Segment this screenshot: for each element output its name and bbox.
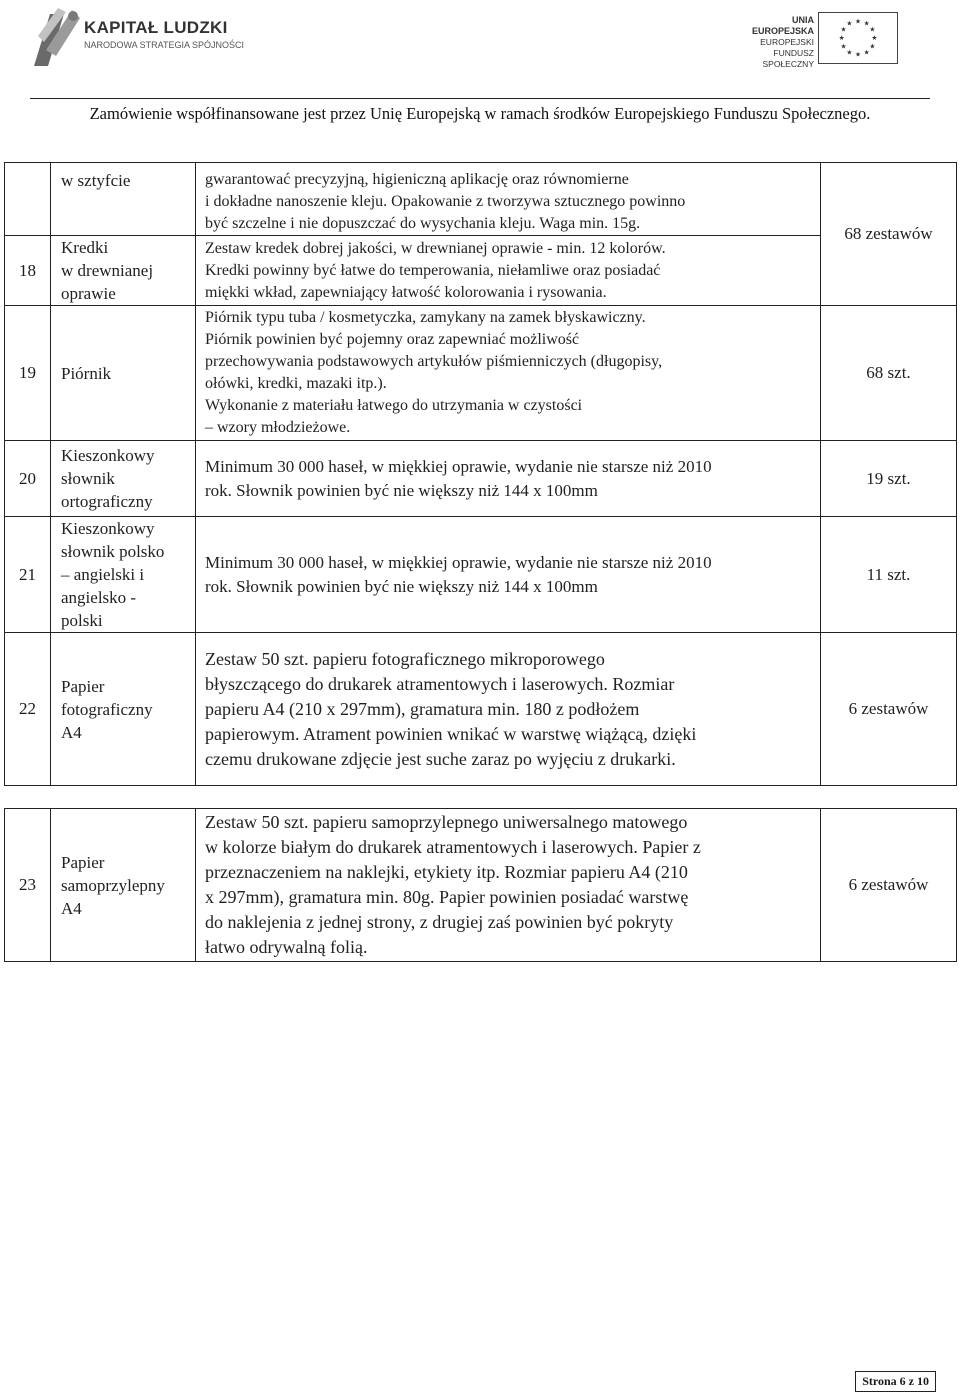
name-line: angielsko - (61, 588, 137, 607)
svg-text:★: ★ (854, 17, 862, 26)
name-line: oprawie (61, 284, 116, 303)
desc-line: być szczelne i nie dopuszczać do wysychania kleju. Waga min. 15g. (205, 215, 641, 232)
desc-line: Minimum 30 000 haseł, w miękkiej oprawie, wydanie nie starsze niż 2010 (205, 552, 712, 572)
header-divider (30, 98, 930, 99)
logo-subtitle: NARODOWA STRATEGIA SPÓJNOŚCI (84, 40, 245, 50)
item-description (196, 441, 821, 517)
item-description (196, 306, 821, 441)
item-quantity: 19 szt. (821, 441, 957, 517)
name-line: Kieszonkowy (61, 446, 155, 465)
name-line: słownik (61, 469, 115, 488)
item-name: Piórnik (51, 306, 196, 441)
desc-line: Zestaw 50 szt. papieru fotograficznego mikroporowego (205, 648, 605, 669)
svg-text:★: ★ (846, 48, 853, 57)
item-description (196, 809, 821, 962)
desc-line: ołówki, kredki, mazaki itp.). (205, 375, 387, 392)
desc-line: papierowym. Atrament powinien wnikać w warstwę wiążącą, dzięki (205, 723, 697, 744)
name-line: Kredki (61, 238, 109, 257)
svg-text:★: ★ (854, 50, 862, 59)
desc-line: rok. Słownik powinien być nie większy niż 144 x 100mm (205, 480, 598, 500)
table-row (5, 517, 957, 633)
desc-line: przeznaczeniem na naklejki, etykiety itp. Rozmiar papieru A4 (210 (205, 862, 688, 882)
name-line: Kieszonkowy (61, 519, 155, 538)
item-quantity: 6 zestawów (821, 809, 957, 962)
desc-line: Zestaw kredek dobrej jakości, w drewnianej oprawie - min. 12 kolorów. (205, 239, 666, 257)
items-table (4, 162, 957, 786)
item-name: w sztyfcie (51, 163, 196, 236)
item-description (196, 163, 821, 236)
name-line: – angielski i (61, 565, 145, 584)
table-row (5, 306, 957, 441)
item-quantity: 11 szt. (821, 517, 957, 633)
table-row (5, 236, 957, 306)
svg-text:★: ★ (871, 33, 878, 42)
table-row (5, 633, 957, 786)
item-quantity: 68 szt. (821, 306, 957, 441)
table-row (5, 809, 957, 962)
item-description (196, 517, 821, 633)
desc-line: przechowywania podstawowych artykułów piśmienniczych (długopisy, (205, 353, 663, 370)
svg-text:★: ★ (869, 25, 876, 34)
name-line: A4 (61, 898, 82, 918)
desc-line: Piórnik powinien być pojemny oraz zapewniać możliwość (205, 331, 580, 348)
svg-text:★: ★ (840, 42, 847, 51)
desc-line: miękki wkład, zapewniający łatwość kolorowania i rysowania. (205, 283, 607, 301)
eu-logo (732, 12, 902, 69)
eu-line3: FUNDUSZ SPOŁECZNY (762, 48, 814, 69)
desc-line: łatwo odrywalną folią. (205, 937, 368, 957)
name-line: w drewnianej (61, 261, 154, 280)
name-line: Papier (61, 676, 105, 696)
name-line: ortograficzny (61, 492, 153, 511)
svg-text:★: ★ (838, 33, 845, 42)
item-number: 22 (5, 633, 51, 786)
eu-flag-icon (818, 12, 898, 64)
name-line: polski (61, 611, 103, 630)
desc-line: Minimum 30 000 haseł, w miękkiej oprawie, wydanie nie starsze niż 2010 (205, 456, 712, 476)
desc-line: Zestaw 50 szt. papieru samoprzylepnego uniwersalnego matowego (205, 812, 688, 832)
name-line: A4 (61, 722, 82, 742)
item-quantity: 6 zestawów (821, 633, 957, 786)
desc-line: do naklejenia z jednej strony, z drugiej zaś powinien być pokryty (205, 912, 674, 932)
item-name (51, 441, 196, 517)
item-name (51, 809, 196, 962)
item-name (51, 236, 196, 306)
desc-line: papieru A4 (210 x 297mm), gramatura min. 180 z podłożem (205, 698, 640, 719)
desc-line: Piórnik typu tuba / kosmetyczka, zamykany na zamek błyskawiczny. (205, 309, 646, 326)
items-table-continued (4, 808, 957, 962)
item-description (196, 236, 821, 306)
item-number: 19 (5, 306, 51, 441)
svg-text:★: ★ (869, 42, 876, 51)
svg-text:★: ★ (863, 48, 870, 57)
logo-title: KAPITAŁ LUDZKI (84, 18, 228, 37)
table-row (5, 163, 957, 236)
item-number: 23 (5, 809, 51, 962)
item-number: 20 (5, 441, 51, 517)
svg-text:★: ★ (863, 19, 870, 28)
desc-line: błyszczącego do drukarek atramentowych i laserowych. Rozmiar (205, 673, 675, 694)
desc-line: Wykonanie z materiału łatwego do utrzymania w czystości (205, 397, 583, 414)
item-name (51, 633, 196, 786)
desc-line: Kredki powinny być łatwe do temperowania, niełamliwe oraz posiadać (205, 261, 661, 279)
page-number: Strona 6 z 10 (855, 1371, 936, 1392)
item-name (51, 517, 196, 633)
svg-text:★: ★ (840, 25, 847, 34)
eu-line2: EUROPEJSKI (760, 37, 814, 47)
item-number (5, 163, 51, 236)
svg-text:★: ★ (846, 19, 853, 28)
desc-line: i dokładne nanoszenie kleju. Opakowanie z tworzywa sztucznego powinno (205, 193, 686, 210)
eu-line1: UNIA EUROPEJSKA (751, 15, 814, 36)
name-line: Papier (61, 852, 105, 872)
cofinancing-note: Zamówienie współfinansowane jest przez Unię Europejską w ramach środków Europejskiego Funduszu Społecznego. (89, 104, 871, 123)
table-row (5, 441, 957, 517)
desc-line: gwarantować precyzyjną, higieniczną aplikację oraz równomierne (205, 171, 629, 188)
desc-line: czemu drukowane zdjęcie jest suche zaraz po wyjęciu z drukarki. (205, 748, 676, 769)
desc-line: – wzory młodzieżowe. (205, 419, 351, 436)
desc-line: rok. Słownik powinien być nie większy niż 144 x 100mm (205, 576, 598, 596)
desc-line: x 297mm), gramatura min. 80g. Papier powinien posiadać warstwę (205, 887, 689, 907)
item-description (196, 633, 821, 786)
name-line: słownik polsko (61, 542, 165, 561)
desc-line: w kolorze białym do drukarek atramentowych i laserowych. Papier z (205, 837, 701, 857)
item-number: 21 (5, 517, 51, 633)
item-quantity: 68 zestawów (821, 163, 957, 306)
name-line: samoprzylepny (61, 875, 165, 895)
item-number: 18 (5, 236, 51, 306)
name-line: fotograficzny (61, 699, 153, 719)
eu-text (732, 15, 814, 70)
